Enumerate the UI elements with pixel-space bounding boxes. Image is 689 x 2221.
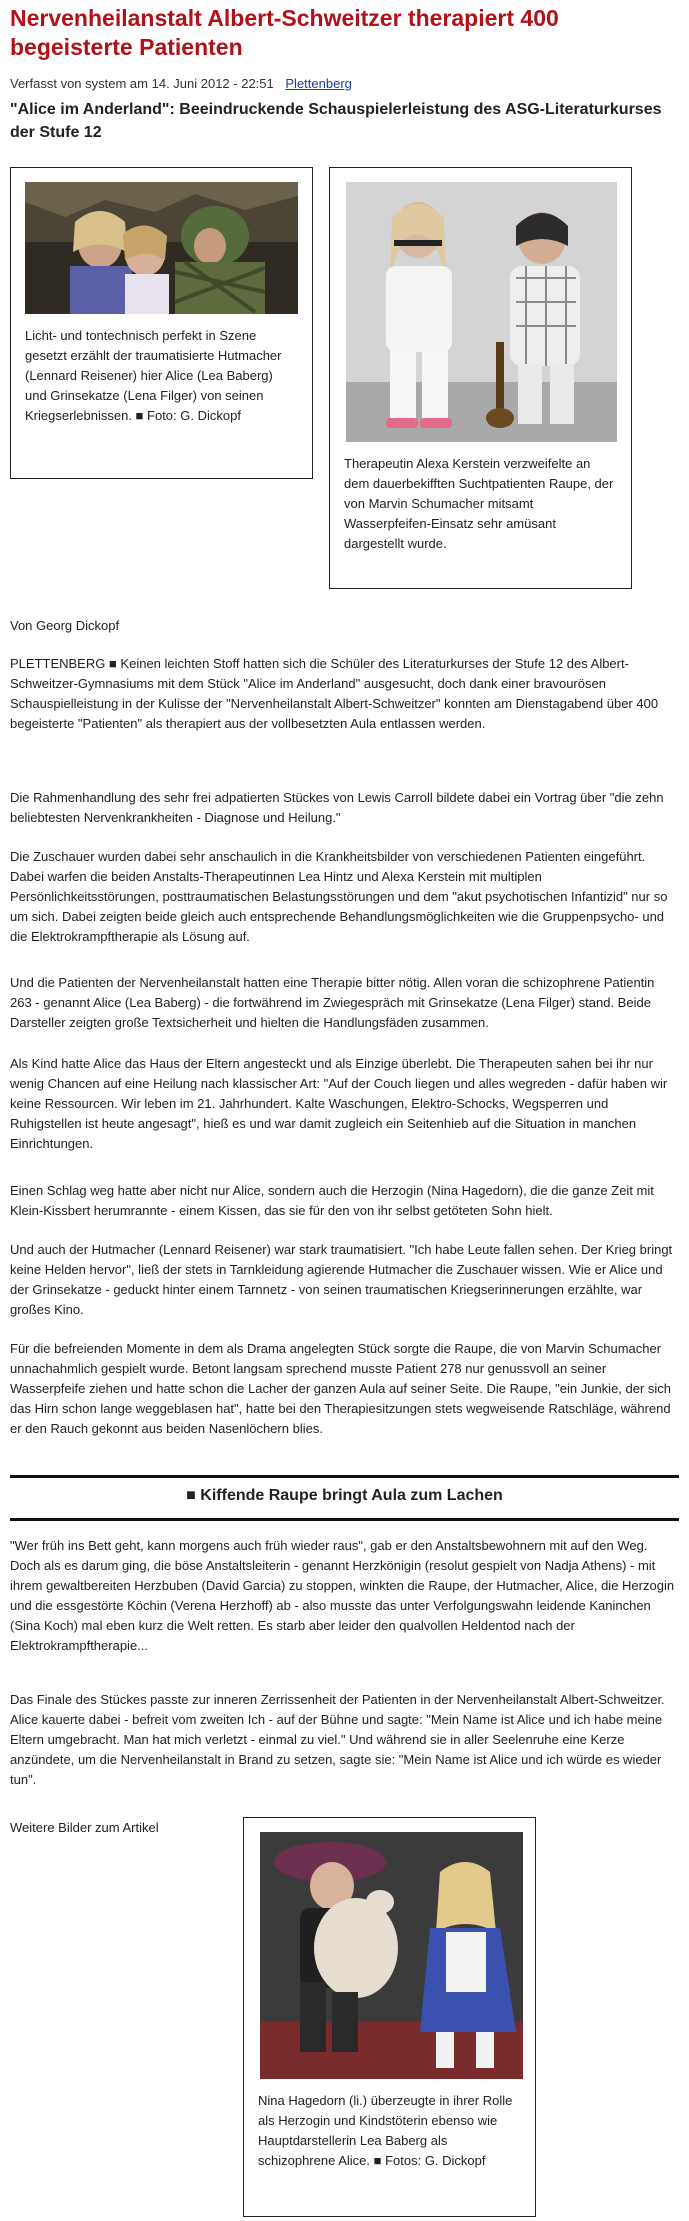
- photo-herzogin-scene[interactable]: [260, 1832, 523, 2079]
- paragraph: Das Finale des Stückes passte zur inneren Zerrissenheit der Patienten in der Nervenheilanstalt Albert-Schweitzer. Alice kauerte dabei - befreit vom zweiten Ich - auf der Bühne und sagte: "Mein Name ist Alice und ich habe meine Eltern umgebracht. Man hat mich verletzt - einmal zu viel." Und während sie in aller Seelenruhe eine Kerze anzündete, um die Nervenheilanstalt in Brand zu setzen, sagte sie: "Mein Name ist Alice und ich würde es wieder tun".: [10, 1692, 665, 1787]
- figure-hutmacher: [10, 167, 313, 479]
- author-line: Von Georg Dickopf: [10, 618, 120, 633]
- article-subtitle: "Alice im Anderland": Beeindruckende Schauspielerleistung des ASG-Literaturkurses der Stufe 12: [10, 101, 662, 141]
- photo-raupe-scene[interactable]: [346, 182, 617, 442]
- paragraph: Einen Schlag weg hatte aber nicht nur Alice, sondern auch die Herzogin (Nina Hagedorn), die die ganze Zeit mit Klein-Kissbert herumrannte - einem Kissen, das sie für den von ihr selbst getöteten Sohn hielt.: [10, 1183, 654, 1218]
- paragraph: Die Rahmenhandlung des sehr frei adpatierten Stückes von Lewis Carroll bildete dabei ein Vortrag über "die zehn beliebtesten Nervenkrankheiten - Diagnose und Heilung.": [10, 790, 664, 825]
- photo-herzogin-illustration: [260, 1832, 523, 2079]
- figure-caption: Licht- und tontechnisch perfekt in Szene gesetzt erzählt der traumatisierte Hutmacher (Lennard Reisener) hier Alice (Lea Baberg) und Grinsekatze (Lena Filger) von seinen Kriegserlebnissen. ■ Foto: G. Dickopf: [25, 328, 282, 423]
- figure-raupe: [329, 167, 632, 589]
- article-title: Nervenheilanstalt Albert-Schweitzer therapiert 400 begeisterte Patienten: [10, 5, 559, 60]
- section-rule-bottom: [10, 1518, 679, 1521]
- paragraph: "Wer früh ins Bett geht, kann morgens auch früh wieder raus", gab er den Anstaltsbewohnern mit auf den Weg. Doch als es darum ging, die böse Anstaltsleiterin - genannt Herzkönigin (resolut gespielt von Nadja Athens) - mit ihrem gewaltbereiten Herzbuben (David Garcia) zu stoppen, winkten die Raupe, der Hutmacher, Alice, die Herzogin und die essgestörte Köchin (Verena Herzhoff) ab - also musste das unter Verfolgungswahn leidende Kaninchen (Sina Koch) mal eben kurz die Welt retten. Es starb aber leider den qualvollen Heldentod nach der Elektrokrampftherapie...: [10, 1538, 675, 1653]
- paragraph: PLETTENBERG ■ Keinen leichten Stoff hatten sich die Schüler des Literaturkurses der Stufe 12 des Albert-Schweitzer-Gymnasiums mit dem Stück "Alice im Anderland" ausgesucht, doch dank einer bravourösen Schauspielleistung in der Kulisse der "Nervenheilanstalt Albert-Schweitzer" konnten am Dienstagabend über 400 begeisterte "Patienten" als therapiert aus der vollbesetzten Aula entlassen werden.: [10, 656, 659, 731]
- paragraph: Und die Patienten der Nervenheilanstalt hatten eine Therapie bitter nötig. Allen voran die schizophrene Patientin 263 - genannt Alice (Lea Baberg) - die fortwährend im Zwiegespräch mit Grinsekatze (Lena Filger) stand. Beide Darsteller zeigten große Textsicherheit und hielten die Handlungsfäden zusammen.: [10, 975, 655, 1030]
- photo-hutmacher-scene[interactable]: [25, 182, 298, 314]
- category-link[interactable]: Plettenberg: [285, 76, 352, 91]
- paragraph: Und auch der Hutmacher (Lennard Reisener) war stark traumatisiert. "Ich habe Leute fallen sehen. Der Krieg bringt keine Helden hervor", ließ der stets in Tarnkleidung agierende Hutmacher die Zuschauer wissen. Wie er Alice und der Grinsekatze - geduckt hinter einem Tarnnetz - von seinen traumatischen Kriegserinnerungen erzählte, war großes Kino.: [10, 1242, 673, 1317]
- section-rule-top: [10, 1475, 679, 1478]
- more-images-label: Weitere Bilder zum Artikel: [10, 1820, 159, 1835]
- photo-hutmacher-illustration: [25, 182, 298, 314]
- figure-caption: Therapeutin Alexa Kerstein verzweifelte an dem dauerbekifften Suchtpatienten Raupe, der von Marvin Schumacher mitsamt Wasserpfeifen-Einsatz sehr amüsant dargestellt wurde.: [344, 456, 614, 551]
- figure-herzogin: [243, 1817, 536, 2217]
- section-heading: ■ Kiffende Raupe bringt Aula zum Lachen: [186, 1487, 503, 1504]
- meta-author-date: Verfasst von system am 14. Juni 2012 - 22:51: [10, 76, 274, 91]
- paragraph: Für die befreienden Momente in dem als Drama angelegten Stück sorgte die Raupe, die von Marvin Schumacher unnachahmlich gespielt wurde. Betont langsam sprechend musste Patient 278 nur genussvoll an seiner Wasserpfeife ziehen und hatte schon die Lacher der ganzen Aula auf seiner Seite. Die Raupe, "ein Junkie, der sich das Hirn schon lange weggeblasen hat", hatte bei den Therapiesitzungen stets wegweisende Ratschläge, während er den Rauch gekonnt aus beiden Nasenlöchern blies.: [10, 1341, 672, 1436]
- figure-caption: Nina Hagedorn (li.) überzeugte in ihrer Rolle als Herzogin und Kindstöterin ebenso wie Hauptdarstellerin Lea Baberg als schizophrene Alice. ■ Fotos: G. Dickopf: [258, 2093, 513, 2168]
- article-meta: [10, 76, 352, 91]
- photo-raupe-illustration: [346, 182, 617, 442]
- paragraph: Die Zuschauer wurden dabei sehr anschaulich in die Krankheitsbilder von verschiedenen Patienten eingeführt. Dabei warfen die beiden Anstalts-Therapeutinnen Lea Hintz und Alexa Kerstein mit multiplen Persönlichkeitsstörungen, posttraumatischen Belastungsstörungen und dem "akut psychotischen Infantizid" nur so um sich. Dabei zeigten beide gleich auch entsprechende Behandlungsmöglichkeiten wie die Gruppenpsycho- und die Elektrokrampftherapie als Lösung auf.: [10, 849, 668, 944]
- paragraph: Als Kind hatte Alice das Haus der Eltern angesteckt und als Einzige überlebt. Die Therapeuten sahen bei ihr nur wenig Chancen auf eine Heilung nach klassischer Art: "Auf der Couch liegen und alles wegreden - dafür haben wir keine Ressourcen. Wir leben im 21. Jahrhundert. Kalte Waschungen, Elektro-Schocks, Wegsperren und Ruhigstellen ist heute angesagt", hieß es und war damit zugleich ein Seitenhieb auf die Situation in manchen Einrichtungen.: [10, 1056, 668, 1151]
